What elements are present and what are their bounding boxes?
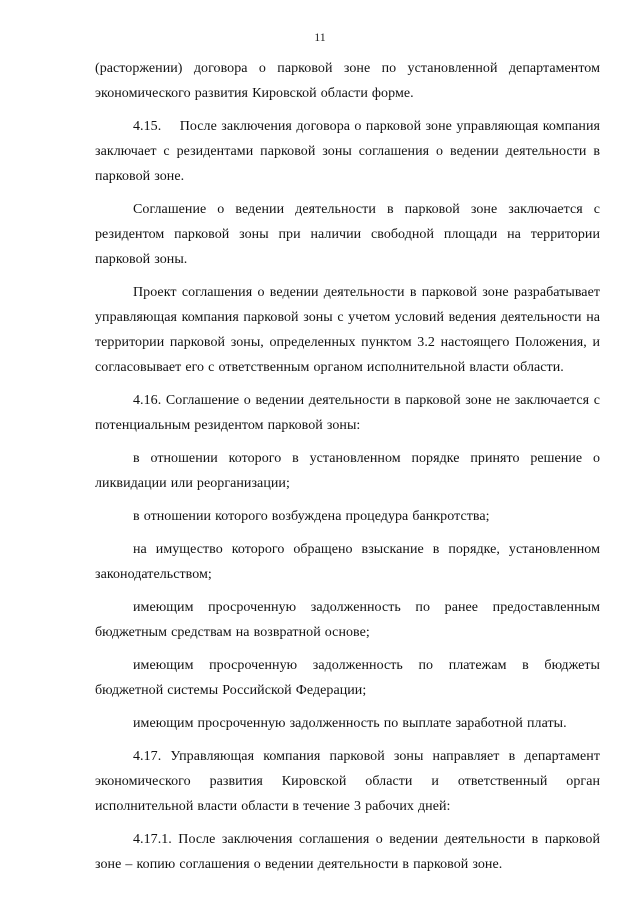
page-number: 11 <box>314 30 326 44</box>
document-body <box>95 56 600 885</box>
paragraph-4-16: 4.16. Соглашение о ведении деятельности в парковой зоне не заключается с потенциальным резидентом парковой зоны: <box>95 393 600 433</box>
paragraph-4-17: 4.17. Управляющая компания парковой зоны направляет в департамент экономического развития Кировской области и ответственный орган исполнительной власти области в течение 3 рабочих дней: <box>95 749 600 814</box>
paragraph-4-15: 4.15. После заключения договора о парковой зоне управляющая компания заключает с резидентами парковой зоны соглашения о ведении деятельности в парковой зоне. <box>95 119 600 184</box>
list-item-overdue-payments: имеющим просроченную задолженность по платежам в бюджеты бюджетной системы Российской Федерации; <box>95 658 600 698</box>
paragraph-draft-agreement: Проект соглашения о ведении деятельности в парковой зоне разрабатывает управляющая компания парковой зоны с учетом условий ведения деятельности на территории парковой зоны, определенных пунктом 3.2 настоящего Положения, и согласовывает его с ответственным органом исполнительной власти области. <box>95 285 600 375</box>
paragraph-agreement-free-area: Соглашение о ведении деятельности в парковой зоне заключается с резидентом парковой зоны при наличии свободной площади на территории парковой зоны. <box>95 202 600 267</box>
list-item-bankruptcy: в отношении которого возбуждена процедура банкротства; <box>133 509 490 524</box>
list-item-overdue-budget-funds: имеющим просроченную задолженность по ранее предоставленным бюджетным средствам на возвратной основе; <box>95 600 600 640</box>
list-item-liquidation: в отношении которого в установленном порядке принято решение о ликвидации или реорганизации; <box>95 451 600 491</box>
list-item-overdue-wages: имеющим просроченную задолженность по выплате заработной платы. <box>133 716 567 731</box>
paragraph-continuation: (расторжении) договора о парковой зоне по установленной департаментом экономического развития Кировской области форме. <box>95 61 600 101</box>
list-item-recovery: на имущество которого обращено взыскание в порядке, установленном законодательством; <box>95 542 600 582</box>
scan-margin-mark <box>627 798 630 816</box>
paragraph-4-17-1: 4.17.1. После заключения соглашения о ведении деятельности в парковой зоне – копию соглашения о ведении деятельности в парковой зоне. <box>95 832 600 872</box>
